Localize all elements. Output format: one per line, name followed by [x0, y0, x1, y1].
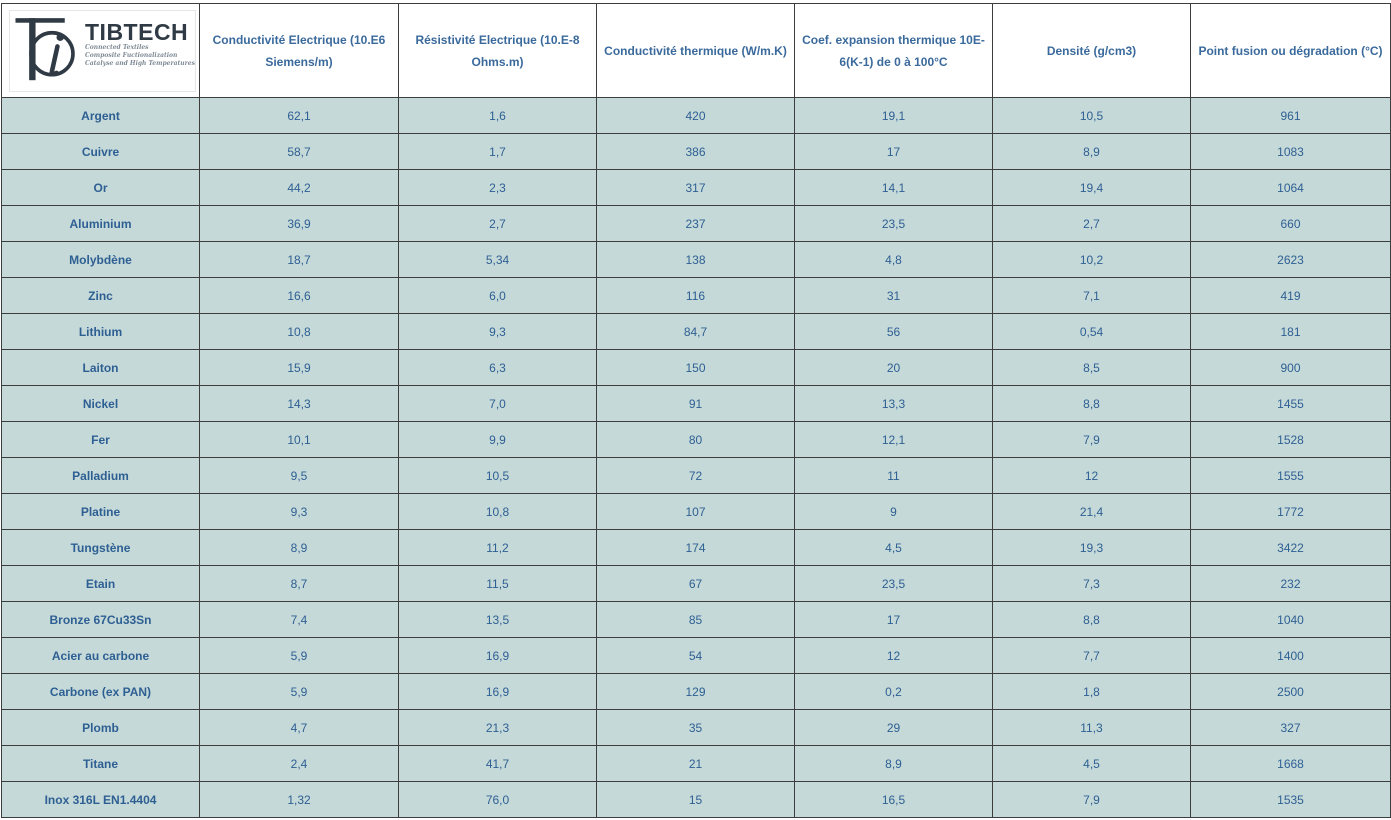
materials-table	[1, 3, 1391, 818]
density-cell: 8,5	[993, 350, 1191, 386]
thermal-conductivity-cell: 174	[597, 530, 795, 566]
electrical-resistivity-cell: 2,7	[399, 206, 597, 242]
thermal-conductivity-cell: 129	[597, 674, 795, 710]
density-cell: 8,9	[993, 134, 1191, 170]
density-cell: 10,5	[993, 98, 1191, 134]
table-row	[2, 782, 1391, 818]
electrical-conductivity-cell: 18,7	[200, 242, 399, 278]
material-name: Plomb	[2, 710, 200, 746]
density-cell: 8,8	[993, 386, 1191, 422]
material-name: Or	[2, 170, 200, 206]
melting-point-cell: 1535	[1191, 782, 1391, 818]
melting-point-cell: 1555	[1191, 458, 1391, 494]
material-name: Inox 316L EN1.4404	[2, 782, 200, 818]
header-row	[2, 4, 1391, 98]
material-name: Fer	[2, 422, 200, 458]
electrical-resistivity-cell: 10,5	[399, 458, 597, 494]
melting-point-cell: 1064	[1191, 170, 1391, 206]
melting-point-cell: 232	[1191, 566, 1391, 602]
material-name: Aluminium	[2, 206, 200, 242]
thermal-conductivity-cell: 80	[597, 422, 795, 458]
table-row	[2, 494, 1391, 530]
table-row	[2, 170, 1391, 206]
melting-point-cell: 660	[1191, 206, 1391, 242]
melting-point-cell: 181	[1191, 314, 1391, 350]
melting-point-cell: 327	[1191, 710, 1391, 746]
electrical-conductivity-cell: 8,9	[200, 530, 399, 566]
electrical-conductivity-cell: 10,1	[200, 422, 399, 458]
density-cell: 19,4	[993, 170, 1191, 206]
thermal-expansion-cell: 12,1	[795, 422, 993, 458]
table-row	[2, 566, 1391, 602]
thermal-conductivity-cell: 317	[597, 170, 795, 206]
material-name: Titane	[2, 746, 200, 782]
table-row	[2, 134, 1391, 170]
thermal-expansion-cell: 4,8	[795, 242, 993, 278]
melting-point-cell: 1668	[1191, 746, 1391, 782]
table-row	[2, 350, 1391, 386]
melting-point-cell: 3422	[1191, 530, 1391, 566]
melting-point-cell: 2623	[1191, 242, 1391, 278]
table-row	[2, 278, 1391, 314]
material-name: Cuivre	[2, 134, 200, 170]
thermal-conductivity-cell: 21	[597, 746, 795, 782]
thermal-expansion-cell: 56	[795, 314, 993, 350]
ti-monogram-logo-icon	[10, 11, 83, 91]
logo-tagline: Catalyse and High Temperatures	[85, 60, 195, 67]
electrical-resistivity-cell: 16,9	[399, 674, 597, 710]
electrical-conductivity-cell: 10,8	[200, 314, 399, 350]
electrical-resistivity-cell: 7,0	[399, 386, 597, 422]
electrical-resistivity-cell: 6,0	[399, 278, 597, 314]
density-cell: 7,9	[993, 782, 1191, 818]
thermal-expansion-cell: 31	[795, 278, 993, 314]
thermal-expansion-cell: 20	[795, 350, 993, 386]
table-body	[2, 98, 1391, 818]
density-cell: 10,2	[993, 242, 1191, 278]
density-cell: 1,8	[993, 674, 1191, 710]
electrical-conductivity-cell: 2,4	[200, 746, 399, 782]
thermal-expansion-cell: 13,3	[795, 386, 993, 422]
thermal-conductivity-cell: 72	[597, 458, 795, 494]
electrical-conductivity-cell: 5,9	[200, 674, 399, 710]
thermal-conductivity-cell: 420	[597, 98, 795, 134]
thermal-conductivity-cell: 107	[597, 494, 795, 530]
melting-point-cell: 1040	[1191, 602, 1391, 638]
electrical-conductivity-cell: 36,9	[200, 206, 399, 242]
thermal-expansion-cell: 23,5	[795, 566, 993, 602]
thermal-conductivity-cell: 116	[597, 278, 795, 314]
table-header	[2, 4, 1391, 98]
electrical-resistivity-cell: 1,7	[399, 134, 597, 170]
thermal-conductivity-cell: 84,7	[597, 314, 795, 350]
density-cell: 4,5	[993, 746, 1191, 782]
electrical-resistivity-cell: 21,3	[399, 710, 597, 746]
electrical-resistivity-cell: 9,3	[399, 314, 597, 350]
electrical-resistivity-cell: 16,9	[399, 638, 597, 674]
density-cell: 21,4	[993, 494, 1191, 530]
header-melting-point: Point fusion ou dégradation (°C)	[1191, 4, 1391, 98]
logo-tagline: Composite Fuctionalization	[85, 52, 178, 59]
electrical-resistivity-cell: 11,5	[399, 566, 597, 602]
thermal-expansion-cell: 29	[795, 710, 993, 746]
material-name: Platine	[2, 494, 200, 530]
density-cell: 12	[993, 458, 1191, 494]
thermal-expansion-cell: 4,5	[795, 530, 993, 566]
logo-brand: TIBTECH	[85, 19, 189, 45]
material-name: Bronze 67Cu33Sn	[2, 602, 200, 638]
table-row	[2, 314, 1391, 350]
thermal-expansion-cell: 0,2	[795, 674, 993, 710]
material-name: Acier au carbone	[2, 638, 200, 674]
thermal-conductivity-cell: 35	[597, 710, 795, 746]
thermal-conductivity-cell: 67	[597, 566, 795, 602]
density-cell: 7,1	[993, 278, 1191, 314]
logo-cell	[2, 4, 200, 98]
material-name: Molybdène	[2, 242, 200, 278]
electrical-conductivity-cell: 62,1	[200, 98, 399, 134]
electrical-resistivity-cell: 9,9	[399, 422, 597, 458]
logo-tagline: Connected Textiles	[85, 44, 149, 51]
melting-point-cell: 900	[1191, 350, 1391, 386]
thermal-expansion-cell: 8,9	[795, 746, 993, 782]
electrical-conductivity-cell: 9,3	[200, 494, 399, 530]
table-row	[2, 638, 1391, 674]
thermal-conductivity-cell: 15	[597, 782, 795, 818]
density-cell: 7,3	[993, 566, 1191, 602]
thermal-expansion-cell: 14,1	[795, 170, 993, 206]
table-row	[2, 422, 1391, 458]
melting-point-cell: 961	[1191, 98, 1391, 134]
table-row	[2, 98, 1391, 134]
thermal-conductivity-cell: 91	[597, 386, 795, 422]
material-name: Zinc	[2, 278, 200, 314]
thermal-conductivity-cell: 150	[597, 350, 795, 386]
header-electrical-resistivity: Résistivité Electrique (10.E-8 Ohms.m)	[399, 4, 597, 98]
thermal-conductivity-cell: 237	[597, 206, 795, 242]
electrical-resistivity-cell: 6,3	[399, 350, 597, 386]
thermal-expansion-cell: 23,5	[795, 206, 993, 242]
table-row	[2, 674, 1391, 710]
melting-point-cell: 419	[1191, 278, 1391, 314]
header-thermal-conductivity: Conductivité thermique (W/m.K)	[597, 4, 795, 98]
thermal-conductivity-cell: 85	[597, 602, 795, 638]
material-name: Argent	[2, 98, 200, 134]
melting-point-cell: 1083	[1191, 134, 1391, 170]
table-row	[2, 530, 1391, 566]
electrical-conductivity-cell: 7,4	[200, 602, 399, 638]
thermal-conductivity-cell: 54	[597, 638, 795, 674]
density-cell: 8,8	[993, 602, 1191, 638]
header-electrical-conductivity: Conductivité Electrique (10.E6 Siemens/m)	[200, 4, 399, 98]
electrical-resistivity-cell: 13,5	[399, 602, 597, 638]
material-name: Laiton	[2, 350, 200, 386]
material-name: Etain	[2, 566, 200, 602]
electrical-resistivity-cell: 11,2	[399, 530, 597, 566]
electrical-conductivity-cell: 15,9	[200, 350, 399, 386]
table-row	[2, 458, 1391, 494]
density-cell: 7,9	[993, 422, 1191, 458]
density-cell: 19,3	[993, 530, 1191, 566]
thermal-conductivity-cell: 386	[597, 134, 795, 170]
thermal-expansion-cell: 11	[795, 458, 993, 494]
electrical-resistivity-cell: 76,0	[399, 782, 597, 818]
table-row	[2, 206, 1391, 242]
melting-point-cell: 1455	[1191, 386, 1391, 422]
electrical-conductivity-cell: 9,5	[200, 458, 399, 494]
electrical-resistivity-cell: 1,6	[399, 98, 597, 134]
density-cell: 2,7	[993, 206, 1191, 242]
material-name: Nickel	[2, 386, 200, 422]
material-name: Carbone (ex PAN)	[2, 674, 200, 710]
electrical-resistivity-cell: 41,7	[399, 746, 597, 782]
table-row	[2, 710, 1391, 746]
melting-point-cell: 1772	[1191, 494, 1391, 530]
material-name: Tungstène	[2, 530, 200, 566]
density-cell: 11,3	[993, 710, 1191, 746]
material-name: Palladium	[2, 458, 200, 494]
density-cell: 0,54	[993, 314, 1191, 350]
thermal-expansion-cell: 9	[795, 494, 993, 530]
electrical-conductivity-cell: 1,32	[200, 782, 399, 818]
header-density: Densité (g/cm3)	[993, 4, 1191, 98]
electrical-conductivity-cell: 58,7	[200, 134, 399, 170]
electrical-conductivity-cell: 14,3	[200, 386, 399, 422]
melting-point-cell: 1528	[1191, 422, 1391, 458]
table-row	[2, 242, 1391, 278]
electrical-resistivity-cell: 10,8	[399, 494, 597, 530]
melting-point-cell: 2500	[1191, 674, 1391, 710]
electrical-conductivity-cell: 4,7	[200, 710, 399, 746]
electrical-conductivity-cell: 5,9	[200, 638, 399, 674]
electrical-resistivity-cell: 5,34	[399, 242, 597, 278]
electrical-conductivity-cell: 8,7	[200, 566, 399, 602]
table-row	[2, 602, 1391, 638]
thermal-expansion-cell: 17	[795, 602, 993, 638]
table-row	[2, 746, 1391, 782]
electrical-conductivity-cell: 16,6	[200, 278, 399, 314]
header-thermal-expansion: Coef. expansion thermique 10E-6(K-1) de 0 à 100°C	[795, 4, 993, 98]
thermal-expansion-cell: 17	[795, 134, 993, 170]
tibtech-logo	[10, 11, 195, 91]
material-name: Lithium	[2, 314, 200, 350]
electrical-conductivity-cell: 44,2	[200, 170, 399, 206]
melting-point-cell: 1400	[1191, 638, 1391, 674]
thermal-expansion-cell: 16,5	[795, 782, 993, 818]
density-cell: 7,7	[993, 638, 1191, 674]
thermal-expansion-cell: 12	[795, 638, 993, 674]
thermal-conductivity-cell: 138	[597, 242, 795, 278]
table-row	[2, 386, 1391, 422]
electrical-resistivity-cell: 2,3	[399, 170, 597, 206]
thermal-expansion-cell: 19,1	[795, 98, 993, 134]
